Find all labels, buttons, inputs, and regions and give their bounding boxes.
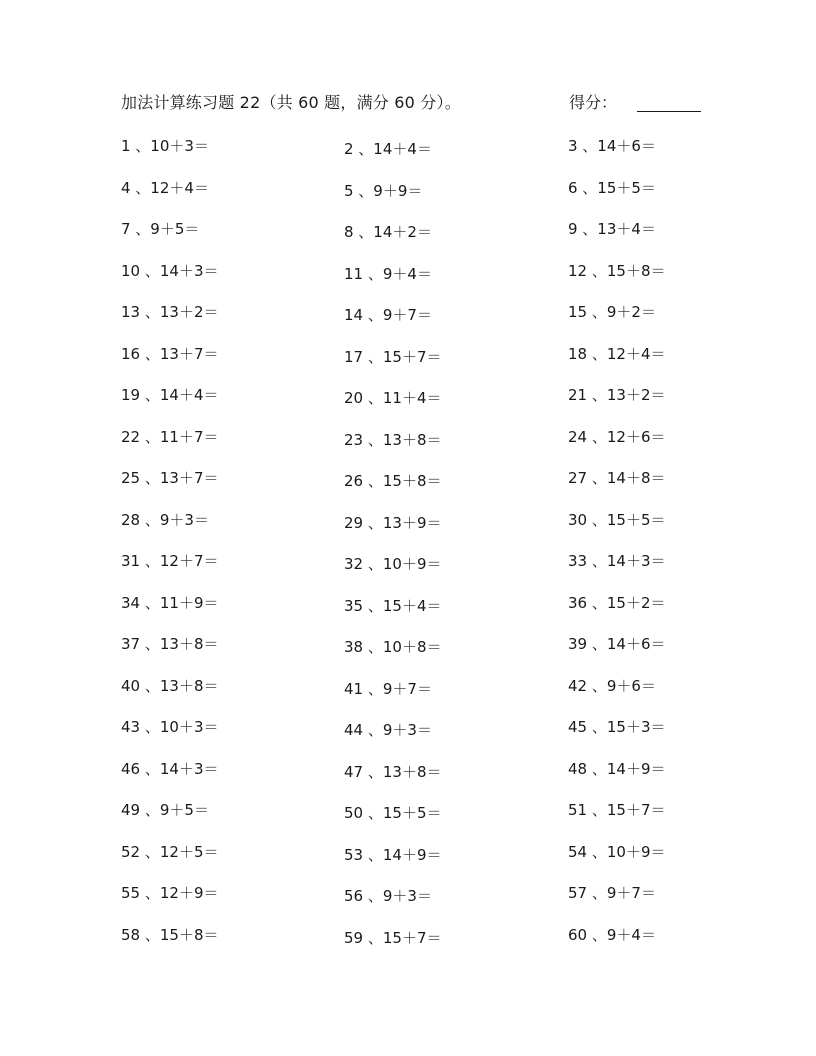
problem-item: 41 、9＋7＝ [344,679,432,698]
problem-item: 55 、12＋9＝ [121,884,219,902]
problem-item: 34 、11＋9＝ [121,593,219,612]
problem-item: 54 、10＋9＝ [568,842,666,861]
problem-item: 23 、13＋8＝ [344,430,442,449]
problem-item: 14 、9＋7＝ [344,306,432,324]
problem-item: 13 、13＋2＝ [121,303,219,321]
problem-item: 44 、9＋3＝ [344,721,432,739]
problem-item: 25 、13＋7＝ [121,469,219,487]
problem-item: 36 、15＋2＝ [568,593,666,612]
problem-item: 22 、11＋7＝ [121,427,219,446]
problem-item: 5 、9＋9＝ [344,181,423,200]
problem-item: 9 、13＋4＝ [568,220,656,238]
problem-item: 43 、10＋3＝ [121,718,219,736]
problem-item: 45 、15＋3＝ [568,718,666,736]
problem-item: 59 、15＋7＝ [344,928,442,947]
problem-item: 42 、9＋6＝ [568,676,656,695]
problem-item: 10 、14＋3＝ [121,261,219,280]
problem-item: 12 、15＋8＝ [568,261,666,280]
page-title: 加法计算练习题 22（共 60 题，满分 60 分）。 [121,93,461,112]
problem-item: 49 、9＋5＝ [121,801,209,819]
problem-item: 28 、9＋3＝ [121,510,209,529]
problem-item: 8 、14＋2＝ [344,223,432,241]
problem-item: 27 、14＋8＝ [568,469,666,487]
problem-item: 40 、13＋8＝ [121,676,219,695]
problem-item: 38 、10＋8＝ [344,638,442,656]
problem-item: 33 、14＋3＝ [568,552,666,570]
problem-item: 53 、14＋9＝ [344,845,442,864]
problem-item: 4 、12＋4＝ [121,178,209,197]
problem-item: 48 、14＋9＝ [568,759,666,778]
problem-item: 51 、15＋7＝ [568,801,666,819]
problem-item: 17 、15＋7＝ [344,347,442,366]
problem-item: 11 、9＋4＝ [344,264,432,283]
problem-item: 29 、13＋9＝ [344,513,442,532]
score-label: 得分： [569,93,618,112]
problem-item: 37 、13＋8＝ [121,635,219,653]
problem-item: 19 、14＋4＝ [121,386,219,404]
problem-item: 16 、13＋7＝ [121,344,219,363]
problem-item: 15 、9＋2＝ [568,303,656,321]
problem-item: 7 、9＋5＝ [121,220,200,238]
problem-item: 26 、15＋8＝ [344,472,442,490]
problem-item: 20 、11＋4＝ [344,389,442,407]
problem-item: 6 、15＋5＝ [568,178,656,197]
problem-item: 31 、12＋7＝ [121,552,219,570]
problem-item: 24 、12＋6＝ [568,427,666,446]
problem-item: 56 、9＋3＝ [344,887,432,905]
problem-item: 21 、13＋2＝ [568,386,666,404]
problem-item: 50 、15＋5＝ [344,804,442,822]
problem-item: 32 、10＋9＝ [344,555,442,573]
problem-item: 30 、15＋5＝ [568,510,666,529]
problem-item: 60 、9＋4＝ [568,925,656,944]
problem-item: 1 、10＋3＝ [121,137,209,155]
problem-item: 18 、12＋4＝ [568,344,666,363]
problem-item: 58 、15＋8＝ [121,925,219,944]
problem-item: 57 、9＋7＝ [568,884,656,902]
problem-item: 47 、13＋8＝ [344,762,442,781]
problem-item: 46 、14＋3＝ [121,759,219,778]
problem-item: 3 、14＋6＝ [568,137,656,155]
problem-item: 2 、14＋4＝ [344,140,432,158]
problem-item: 39 、14＋6＝ [568,635,666,653]
problem-item: 52 、12＋5＝ [121,842,219,861]
problem-item: 35 、15＋4＝ [344,596,442,615]
